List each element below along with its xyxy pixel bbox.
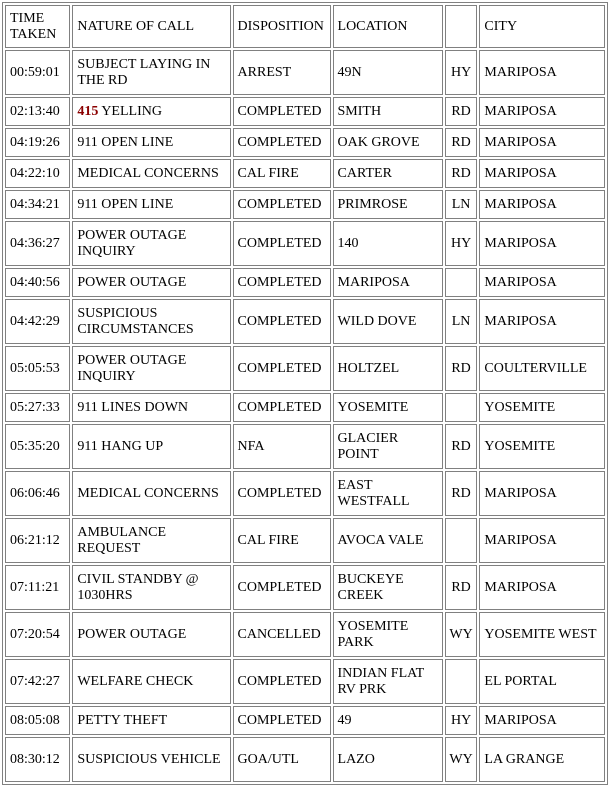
location-cell: INDIAN FLAT RV PRK: [333, 659, 443, 704]
location-type-cell: WY: [445, 737, 478, 782]
city-cell: YOSEMITE WEST: [479, 612, 605, 657]
call-code: 415: [77, 103, 99, 119]
location-cell: 140: [333, 221, 443, 266]
city-cell: EL PORTAL: [479, 659, 605, 704]
location-cell: LAZO: [333, 737, 443, 782]
disposition-cell: COMPLETED: [233, 268, 331, 297]
location-type-cell: RD: [445, 346, 478, 391]
time-cell: 07:20:54: [5, 612, 70, 657]
disposition-cell: CANCELLED: [233, 612, 331, 657]
time-cell: 05:27:33: [5, 393, 70, 422]
location-type-cell: [445, 393, 478, 422]
location-type-cell: RD: [445, 565, 478, 610]
time-cell: 07:42:27: [5, 659, 70, 704]
call-log-body: [5, 50, 605, 782]
city-cell: MARIPOSA: [479, 221, 605, 266]
city-cell: MARIPOSA: [479, 159, 605, 188]
call-log-table: [2, 2, 608, 785]
time-cell: 05:05:53: [5, 346, 70, 391]
time-cell: 02:13:40: [5, 97, 70, 126]
location-type-cell: RD: [445, 97, 478, 126]
location-cell: CARTER: [333, 159, 443, 188]
table-row: [5, 737, 605, 782]
nature-cell: POWER OUTAGE INQUIRY: [72, 221, 230, 266]
location-type-cell: HY: [445, 706, 478, 735]
nature-cell: 911 HANG UP: [72, 424, 230, 469]
location-cell: PRIMROSE: [333, 190, 443, 219]
disposition-cell: CAL FIRE: [233, 159, 331, 188]
header-time-taken: TIME TAKEN: [5, 5, 70, 48]
city-cell: COULTERVILLE: [479, 346, 605, 391]
disposition-cell: COMPLETED: [233, 393, 331, 422]
location-cell: AVOCA VALE: [333, 518, 443, 563]
location-cell: SMITH: [333, 97, 443, 126]
city-cell: MARIPOSA: [479, 50, 605, 95]
city-cell: MARIPOSA: [479, 97, 605, 126]
nature-cell: CIVIL STANDBY @ 1030HRS: [72, 565, 230, 610]
table-row: [5, 706, 605, 735]
location-cell: MARIPOSA: [333, 268, 443, 297]
table-row: [5, 659, 605, 704]
time-cell: 08:30:12: [5, 737, 70, 782]
location-cell: HOLTZEL: [333, 346, 443, 391]
city-cell: LA GRANGE: [479, 737, 605, 782]
disposition-cell: COMPLETED: [233, 471, 331, 516]
table-row: [5, 565, 605, 610]
time-cell: 04:42:29: [5, 299, 70, 344]
disposition-cell: ARREST: [233, 50, 331, 95]
city-cell: YOSEMITE: [479, 424, 605, 469]
nature-cell: 911 OPEN LINE: [72, 190, 230, 219]
header-location-type: [445, 5, 478, 48]
location-type-cell: [445, 268, 478, 297]
header-city: CITY: [479, 5, 605, 48]
location-type-cell: WY: [445, 612, 478, 657]
location-cell: EAST WESTFALL: [333, 471, 443, 516]
disposition-cell: COMPLETED: [233, 128, 331, 157]
nature-cell: 911 LINES DOWN: [72, 393, 230, 422]
location-cell: 49N: [333, 50, 443, 95]
city-cell: MARIPOSA: [479, 268, 605, 297]
disposition-cell: COMPLETED: [233, 346, 331, 391]
nature-cell: MEDICAL CONCERNS: [72, 471, 230, 516]
location-cell: OAK GROVE: [333, 128, 443, 157]
time-cell: 08:05:08: [5, 706, 70, 735]
header-nature-of-call: NATURE OF CALL: [72, 5, 230, 48]
city-cell: MARIPOSA: [479, 299, 605, 344]
disposition-cell: COMPLETED: [233, 190, 331, 219]
location-cell: 49: [333, 706, 443, 735]
disposition-cell: COMPLETED: [233, 659, 331, 704]
table-row: [5, 346, 605, 391]
nature-cell: SUSPICIOUS VEHICLE: [72, 737, 230, 782]
table-row: [5, 221, 605, 266]
city-cell: YOSEMITE: [479, 393, 605, 422]
header-disposition: DISPOSITION: [233, 5, 331, 48]
time-cell: 06:21:12: [5, 518, 70, 563]
table-row: [5, 97, 605, 126]
city-cell: MARIPOSA: [479, 190, 605, 219]
nature-cell: 911 OPEN LINE: [72, 128, 230, 157]
location-type-cell: HY: [445, 221, 478, 266]
time-cell: 07:11:21: [5, 565, 70, 610]
table-row: [5, 393, 605, 422]
time-cell: 05:35:20: [5, 424, 70, 469]
nature-cell: SUBJECT LAYING IN THE RD: [72, 50, 230, 95]
location-type-cell: RD: [445, 128, 478, 157]
nature-cell: AMBULANCE REQUEST: [72, 518, 230, 563]
table-row: [5, 190, 605, 219]
nature-cell: POWER OUTAGE: [72, 612, 230, 657]
nature-cell: MEDICAL CONCERNS: [72, 159, 230, 188]
time-cell: 04:34:21: [5, 190, 70, 219]
city-cell: MARIPOSA: [479, 565, 605, 610]
time-cell: 04:40:56: [5, 268, 70, 297]
city-cell: MARIPOSA: [479, 706, 605, 735]
table-row: [5, 159, 605, 188]
table-row: [5, 128, 605, 157]
time-cell: 04:19:26: [5, 128, 70, 157]
disposition-cell: COMPLETED: [233, 97, 331, 126]
nature-cell: [72, 97, 230, 126]
disposition-cell: GOA/UTL: [233, 737, 331, 782]
time-cell: 06:06:46: [5, 471, 70, 516]
disposition-cell: COMPLETED: [233, 299, 331, 344]
nature-cell: SUSPICIOUS CIRCUMSTANCES: [72, 299, 230, 344]
location-cell: YOSEMITE PARK: [333, 612, 443, 657]
table-row: [5, 424, 605, 469]
location-cell: WILD DOVE: [333, 299, 443, 344]
table-row: [5, 50, 605, 95]
table-row: [5, 268, 605, 297]
location-type-cell: LN: [445, 299, 478, 344]
nature-cell: POWER OUTAGE INQUIRY: [72, 346, 230, 391]
table-row: [5, 471, 605, 516]
table-row: [5, 518, 605, 563]
call-nature-text: YELLING: [101, 103, 162, 119]
time-cell: 00:59:01: [5, 50, 70, 95]
location-type-cell: RD: [445, 159, 478, 188]
location-type-cell: [445, 518, 478, 563]
disposition-cell: COMPLETED: [233, 221, 331, 266]
disposition-cell: COMPLETED: [233, 565, 331, 610]
table-row: [5, 299, 605, 344]
location-cell: YOSEMITE: [333, 393, 443, 422]
table-row: [5, 612, 605, 657]
header-location: LOCATION: [333, 5, 443, 48]
city-cell: MARIPOSA: [479, 518, 605, 563]
disposition-cell: CAL FIRE: [233, 518, 331, 563]
time-cell: 04:36:27: [5, 221, 70, 266]
location-cell: GLACIER POINT: [333, 424, 443, 469]
nature-cell: WELFARE CHECK: [72, 659, 230, 704]
location-type-cell: [445, 659, 478, 704]
location-cell: BUCKEYE CREEK: [333, 565, 443, 610]
city-cell: MARIPOSA: [479, 128, 605, 157]
header-row: [5, 5, 605, 48]
location-type-cell: HY: [445, 50, 478, 95]
city-cell: MARIPOSA: [479, 471, 605, 516]
location-type-cell: RD: [445, 424, 478, 469]
disposition-cell: NFA: [233, 424, 331, 469]
disposition-cell: COMPLETED: [233, 706, 331, 735]
location-type-cell: RD: [445, 471, 478, 516]
nature-cell: PETTY THEFT: [72, 706, 230, 735]
nature-cell: POWER OUTAGE: [72, 268, 230, 297]
location-type-cell: LN: [445, 190, 478, 219]
time-cell: 04:22:10: [5, 159, 70, 188]
